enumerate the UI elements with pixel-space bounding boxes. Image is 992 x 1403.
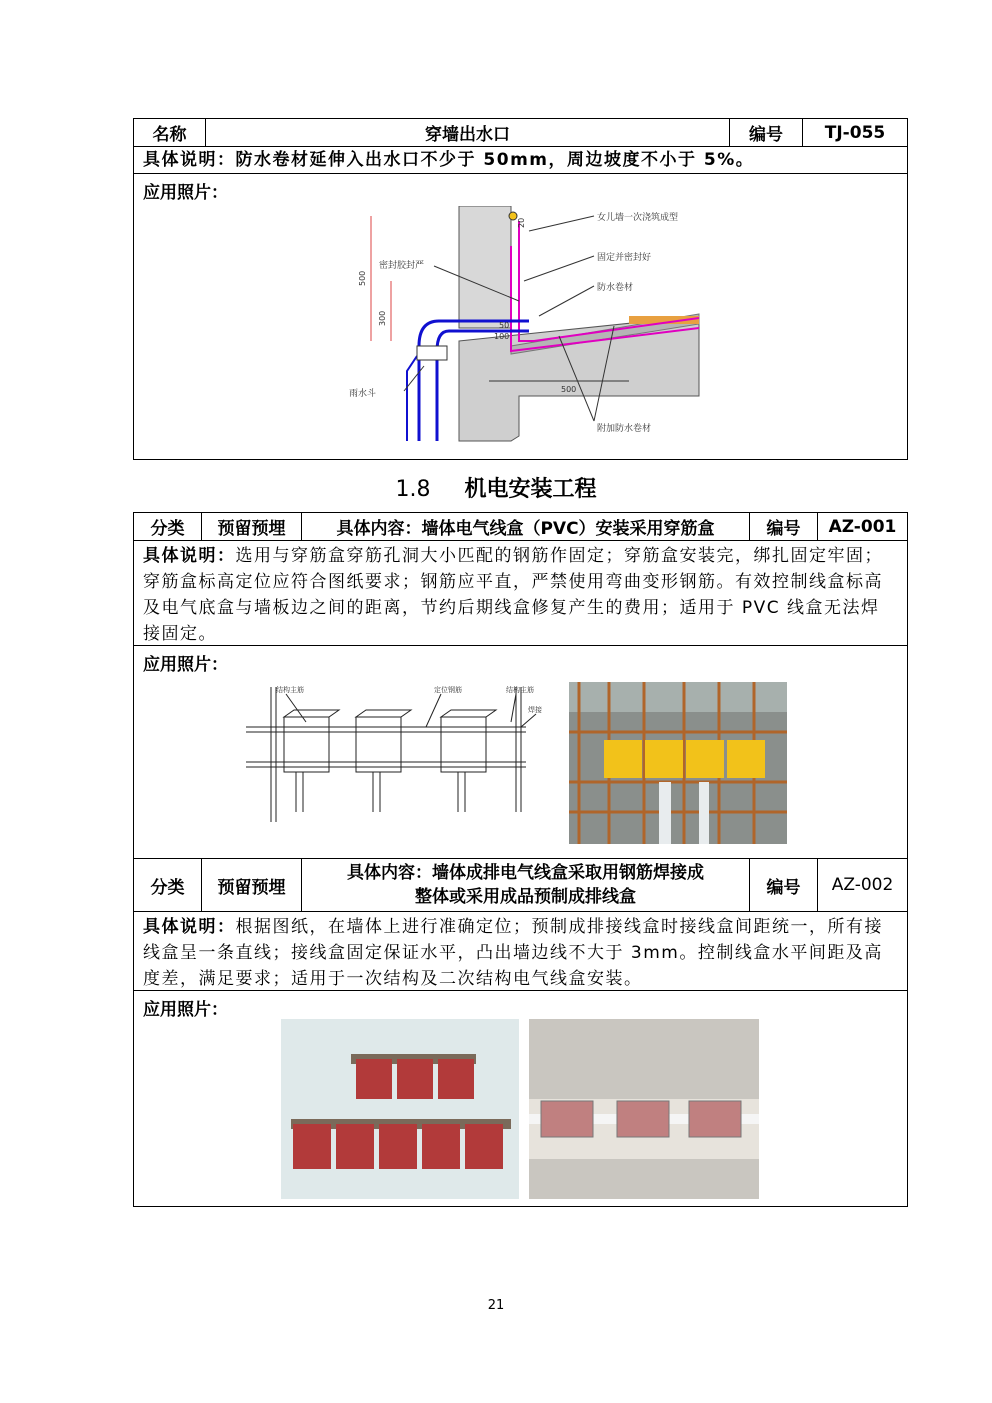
code-label: 编号 bbox=[730, 119, 803, 146]
desc-label: 具体说明： bbox=[143, 150, 236, 170]
desc-text: 防水卷材延伸入出水口不少于 50mm，周边坡度不小于 5%。 bbox=[235, 150, 755, 170]
desc-text-2: 根据图纸，在墙体上进行准确定位；预制成排接线盒时接线盒间距统一，所有接线盒呈一条直线；接线盒固定保证水平，凸出墙边线不大于 3mm。控制线盒水平间距及高度差，满足要求；适用于一次结构及二次结构电气线盒安装。 bbox=[143, 917, 883, 989]
cat-value: 预留预埋 bbox=[202, 513, 302, 540]
section-number: 1.8 bbox=[395, 477, 431, 502]
content-2-line1: 具体内容：墙体成排电气线盒采取用钢筋焊接成 bbox=[347, 863, 704, 883]
name-value: 穿墙出水口 bbox=[206, 119, 730, 146]
photo-prefab-boxes bbox=[281, 1019, 519, 1199]
label-positioning-rebar: 定位钢筋 bbox=[434, 686, 462, 694]
label-rain-hopper: 雨水斗 bbox=[349, 389, 377, 399]
content-2 bbox=[302, 859, 750, 911]
site-photo-rebar-boxes bbox=[569, 682, 787, 844]
photo-label: 应用照片： bbox=[143, 183, 228, 203]
code-label-2: 编号 bbox=[750, 859, 818, 911]
dim-300: 300 bbox=[378, 310, 387, 326]
table-az001-az002 bbox=[133, 512, 908, 1207]
dim-500b: 500 bbox=[561, 385, 577, 394]
code-label: 编号 bbox=[750, 513, 818, 540]
section-heading bbox=[0, 472, 992, 503]
dim-100: 100 bbox=[494, 332, 510, 341]
label-parapet: 女儿墙一次浇筑成型 bbox=[597, 213, 679, 223]
cat-label: 分类 bbox=[134, 513, 202, 540]
cat-value-2: 预留预埋 bbox=[202, 859, 302, 911]
page-number: 21 bbox=[487, 1298, 505, 1313]
description-2 bbox=[134, 912, 907, 990]
content-2-line2: 整体或采用成品预制成排线盒 bbox=[415, 887, 636, 907]
label-fix-seal: 固定并密封好 bbox=[597, 253, 652, 263]
photo-label: 应用照片： bbox=[143, 655, 228, 675]
box-rebar-diagram bbox=[246, 682, 546, 832]
description bbox=[134, 147, 763, 173]
desc-label: 具体说明： bbox=[143, 546, 236, 566]
desc-text: 选用与穿筋盒穿筋孔洞大小匹配的钢筋作固定；穿筋盒安装完，绑扎固定牢固；穿筋盒标高定位应符合图纸要求；钢筋应平直，严禁使用弯曲变形钢筋。有效控制线盒标高及电气底盒与墙板边之间的距离，节约后期线盒修复产生的费用；适用于 PVC 线盒无法焊接固定。 bbox=[143, 546, 883, 644]
section-title: 机电安装工程 bbox=[464, 477, 597, 502]
desc-label-2: 具体说明： bbox=[143, 917, 236, 937]
description bbox=[134, 541, 907, 645]
cat-label-2: 分类 bbox=[134, 859, 202, 911]
label-extra-membrane: 附加防水卷材 bbox=[597, 424, 652, 434]
code-value-2: AZ-002 bbox=[831, 875, 894, 895]
photo-label-2: 应用照片： bbox=[143, 1000, 228, 1020]
table-tj055 bbox=[133, 118, 908, 460]
name-label: 名称 bbox=[134, 119, 206, 146]
label-main-rebar-right: 结构主筋 bbox=[506, 686, 534, 694]
photo-installed-boxes bbox=[529, 1019, 759, 1199]
content: 具体内容：墙体电气线盒（PVC）安装采用穿筋盒 bbox=[302, 513, 750, 540]
code-value: AZ-001 bbox=[828, 516, 897, 537]
dim-20: 20 bbox=[517, 217, 526, 228]
label-welding: 焊接 bbox=[528, 706, 542, 714]
drain-outlet-diagram bbox=[339, 206, 709, 446]
label-main-rebar-left: 结构主筋 bbox=[276, 686, 304, 694]
dim-50: 50 bbox=[499, 321, 510, 330]
dim-500: 500 bbox=[358, 270, 367, 286]
code-value: TJ-055 bbox=[824, 122, 886, 143]
label-sealant: 密封胶封严 bbox=[379, 261, 425, 271]
label-membrane: 防水卷材 bbox=[597, 283, 634, 293]
